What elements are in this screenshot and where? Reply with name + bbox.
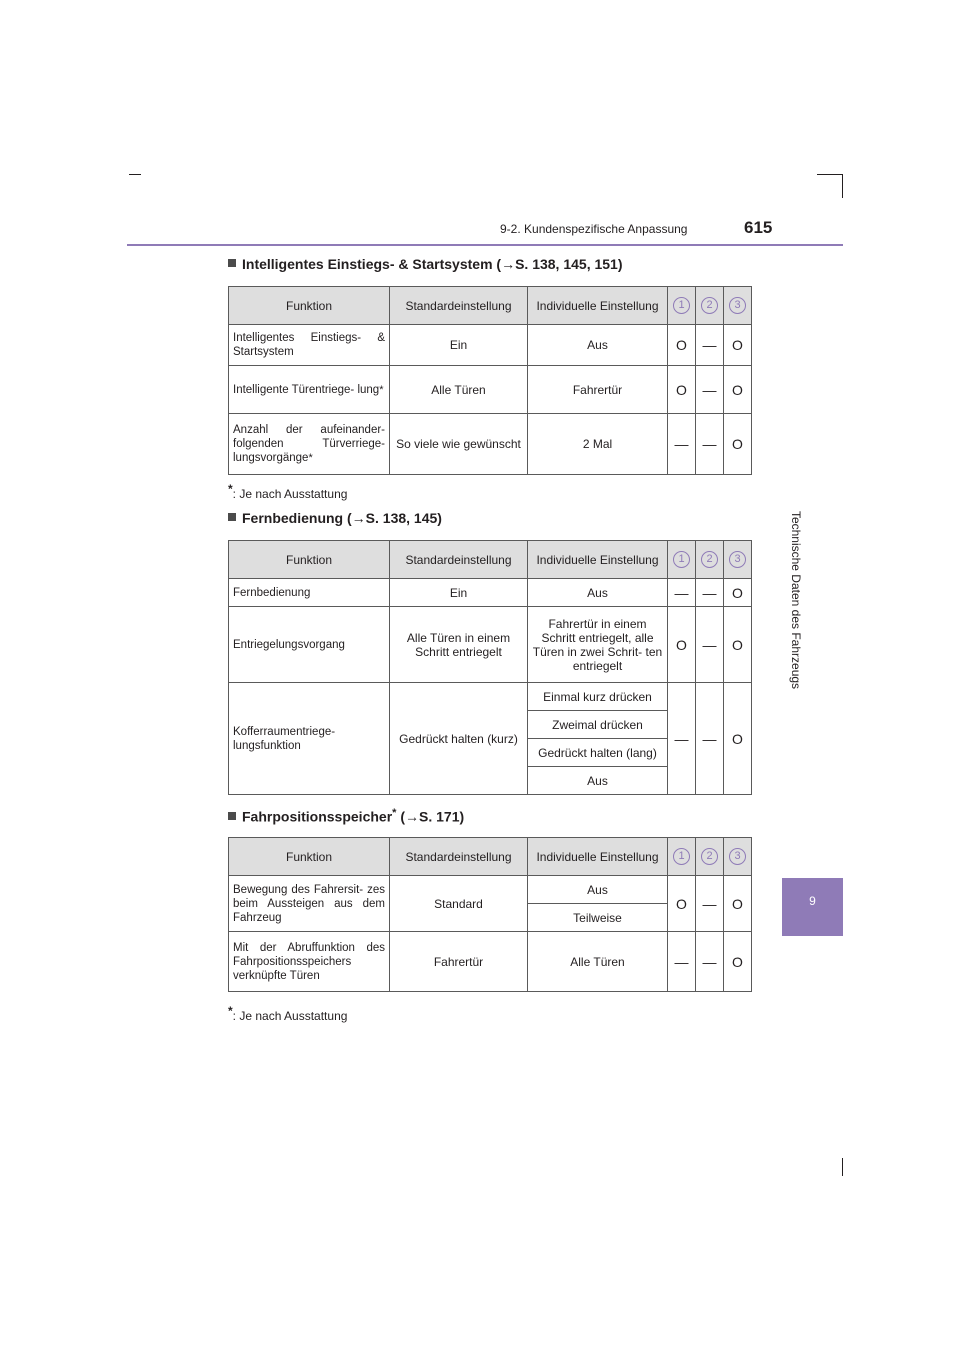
col-custom: Individuelle Einstellung: [528, 287, 668, 325]
arrow-right-icon: →: [501, 256, 516, 272]
table-row: Fernbedienung Ein Aus — — O: [229, 579, 752, 607]
circled-number-2: 2: [701, 297, 718, 314]
chapter-tab: 9: [782, 878, 843, 936]
section-title: Intelligentes Einstiegs- & Startsystem (→S. 138, 145, 151): [228, 256, 623, 272]
circled-number-2: 2: [701, 848, 718, 865]
crop-mark: [842, 174, 843, 198]
col-default: Standardeinstellung: [390, 287, 528, 325]
table-row: Kofferraumentriege- lungsfunktion Gedrückt halten (kurz) Einmal kurz drücken — — O: [229, 683, 752, 711]
crop-mark: [842, 1158, 843, 1176]
table-row: Intelligentes Einstiegs- & Startsystem Ein Aus O — O: [229, 325, 752, 366]
circled-number-1: 1: [673, 848, 690, 865]
circled-number-3: 3: [729, 551, 746, 568]
circled-number-3: 3: [729, 848, 746, 865]
settings-table: [228, 286, 752, 475]
table-row: Anzahl der aufeinander- folgenden Türverriege- lungsvorgänge* So viele wie gewünscht 2 Mal — — O: [229, 414, 752, 475]
table-row: Zweimal drücken: [229, 711, 752, 739]
arrow-right-icon: →: [351, 510, 366, 526]
footnote: *: Je nach Ausstattung: [228, 1004, 348, 1023]
bullet-square-icon: [228, 259, 236, 267]
settings-table: [228, 540, 752, 795]
table-header: Funktion Standardeinstellung Individuelle Einstellung 1 2 3: [229, 541, 752, 579]
table-row: Entriegelungsvorgang Alle Türen in einem Schritt entriegelt Fahrertür in einem Schritt entriegelt, alle Türen in zwei Schrit- ten entriegelt O — O: [229, 607, 752, 683]
table-row: Bewegung des Fahrersit- zes beim Aussteigen aus dem Fahrzeug Standard Aus O — O: [229, 876, 752, 904]
table-row: Aus: [229, 767, 752, 795]
section-header: 9-2. Kundenspezifische Anpassung: [500, 222, 688, 236]
circled-number-1: 1: [673, 297, 690, 314]
settings-table: [228, 837, 752, 992]
page-number: 615: [744, 218, 773, 237]
circled-number-3: 3: [729, 297, 746, 314]
arrow-right-icon: →: [405, 808, 419, 825]
section-title: Fernbedienung (→S. 138, 145): [228, 510, 442, 526]
table-header: Funktion Standardeinstellung Individuelle Einstellung 1 2 3: [229, 838, 752, 876]
circled-number-1: 1: [673, 551, 690, 568]
table-row: Teilweise: [229, 904, 752, 932]
circled-number-2: 2: [701, 551, 718, 568]
table-row: Gedrückt halten (lang): [229, 739, 752, 767]
bullet-square-icon: [228, 812, 236, 820]
bullet-square-icon: [228, 513, 236, 521]
col-function: Funktion: [229, 287, 390, 325]
footnote: *: Je nach Ausstattung: [228, 482, 348, 501]
table-row: Mit der Abruffunktion des Fahrpositionsspeichers verknüpfte Türen Fahrertür Alle Türen — — O: [229, 932, 752, 992]
table-header: [229, 287, 752, 325]
section-title: Fahrpositionsspeicher* (→S. 171): [228, 807, 464, 825]
header-rule: [127, 244, 843, 246]
crop-mark: [817, 174, 842, 175]
crop-mark: [129, 174, 141, 175]
table-row: Intelligente Türentriege- lung* Alle Türen Fahrertür O — O: [229, 366, 752, 414]
